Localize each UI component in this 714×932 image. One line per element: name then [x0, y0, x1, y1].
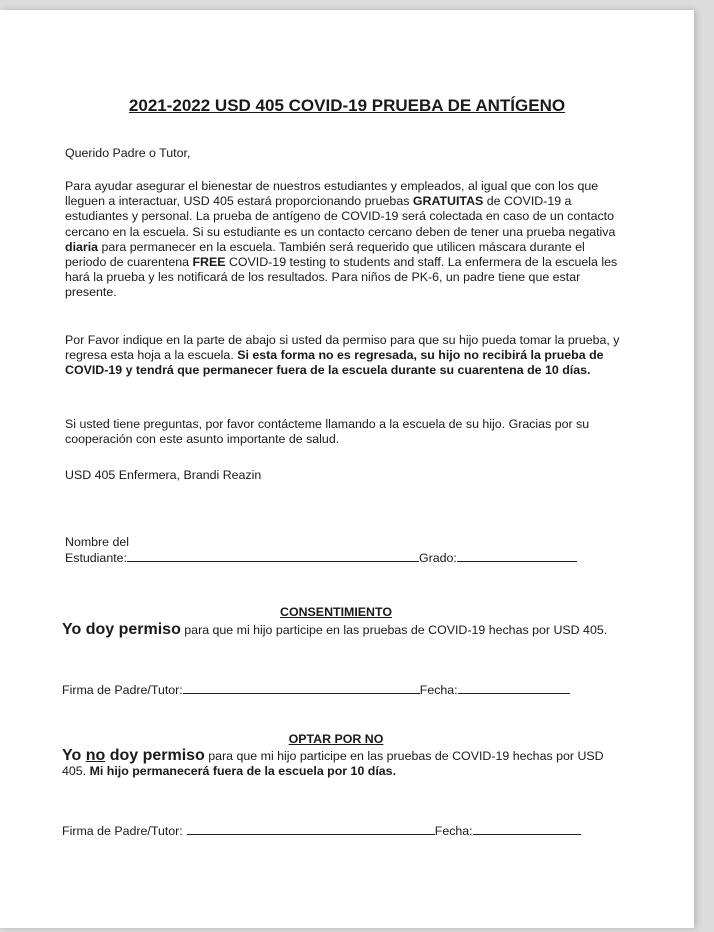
student-name-field[interactable] — [127, 550, 419, 562]
nurse-signature: USD 405 Enfermera, Brandi Reazin — [65, 468, 262, 482]
document-page — [0, 10, 694, 928]
student-name-row — [65, 550, 577, 566]
optout-signature-field[interactable] — [187, 823, 435, 835]
consent-date-label: Fecha: — [419, 683, 458, 697]
grade-label: Grado: — [419, 551, 457, 566]
optout-signature-row — [62, 823, 581, 839]
optout-big-a: Yo — [62, 747, 86, 764]
intro-bold-daily: diaria — [65, 239, 99, 254]
optout-date-label: Fecha: — [434, 824, 473, 838]
consent-signature-field[interactable] — [183, 682, 420, 694]
student-name-label-2: Estudiante: — [65, 551, 127, 566]
paragraph-intro — [65, 179, 625, 301]
consent-big: Yo doy permiso — [62, 621, 181, 638]
student-name-label-1: Nombre del — [65, 535, 130, 549]
consent-sig-label: Firma de Padre/Tutor: — [62, 683, 183, 697]
intro-text: Para ayudar asegurar el bienestar de nuestros estudiantes y empleados, al igual que con los que lleguen a interactuar, USD 405 estará proporcionando pruebas — [65, 179, 599, 209]
consent-signature-row — [62, 682, 570, 698]
consent-statement — [62, 622, 622, 638]
student-form — [65, 535, 577, 566]
optout-text: para que mi hijo participe en las pruebas de COVID-19 hechas por USD 405. — [62, 749, 604, 779]
intro-text: COVID-19 testing to students and staff. La enfermera de la escuela les hará la prueba y les notificará de los resultados. Para niños de PK-6, un padre tiene que estar presente. — [65, 255, 618, 300]
consent-text: para que mi hijo participe en las pruebas de COVID-19 hechas por USD 405. — [180, 623, 608, 637]
consent-heading: CONSENTIMIENTO — [280, 605, 392, 619]
grade-field[interactable] — [457, 550, 577, 562]
intro-bold-free-en: FREE — [192, 255, 226, 270]
optout-heading: OPTAR POR NO — [288, 732, 384, 746]
intro-text: de COVID-19 a estudiantes y personal. La prueba de antígeno de COVID-19 será colectada en caso de un contacto cercano en la escuela. Si su estudiante es un contacto cercano deben de tener una prueba negativa — [65, 194, 616, 239]
paragraph-contact: Si usted tiene preguntas, por favor contácteme llamando a la escuela de su hijo. Gracias por su cooperación con este asunto importante de salud. — [65, 417, 590, 447]
optout-statement — [62, 748, 622, 779]
instructions-warning: Si esta forma no es regresada, su hijo no recibirá la prueba de COVID-19 y tendrá que permanecer fuera de la escuela durante su cuarentena de 10 días. — [65, 348, 604, 378]
document-title: 2021-2022 USD 405 COVID-19 PRUEBA DE ANTÍGENO — [128, 96, 566, 115]
optout-bold: Mi hijo permanecerá fuera de la escuela por 10 días. — [89, 764, 397, 779]
consent-date-field[interactable] — [458, 682, 570, 694]
optout-date-field[interactable] — [473, 823, 581, 835]
paragraph-instructions — [65, 333, 625, 379]
instructions-text: Por Favor indique en la parte de abajo si usted da permiso para que su hijo pueda tomar la prueba, y regresa esta hoja a la escuela. — [65, 333, 620, 363]
optout-big-no: no — [85, 747, 106, 764]
optout-big-b: doy permiso — [105, 747, 205, 764]
intro-bold-free: GRATUITAS — [412, 194, 484, 209]
greeting: Querido Padre o Tutor, — [65, 146, 191, 160]
optout-sig-label: Firma de Padre/Tutor: — [62, 824, 183, 838]
intro-text: para permanecer en la escuela. También será requerido que utilicen máscara durante el periodo de cuarentena — [65, 239, 585, 270]
